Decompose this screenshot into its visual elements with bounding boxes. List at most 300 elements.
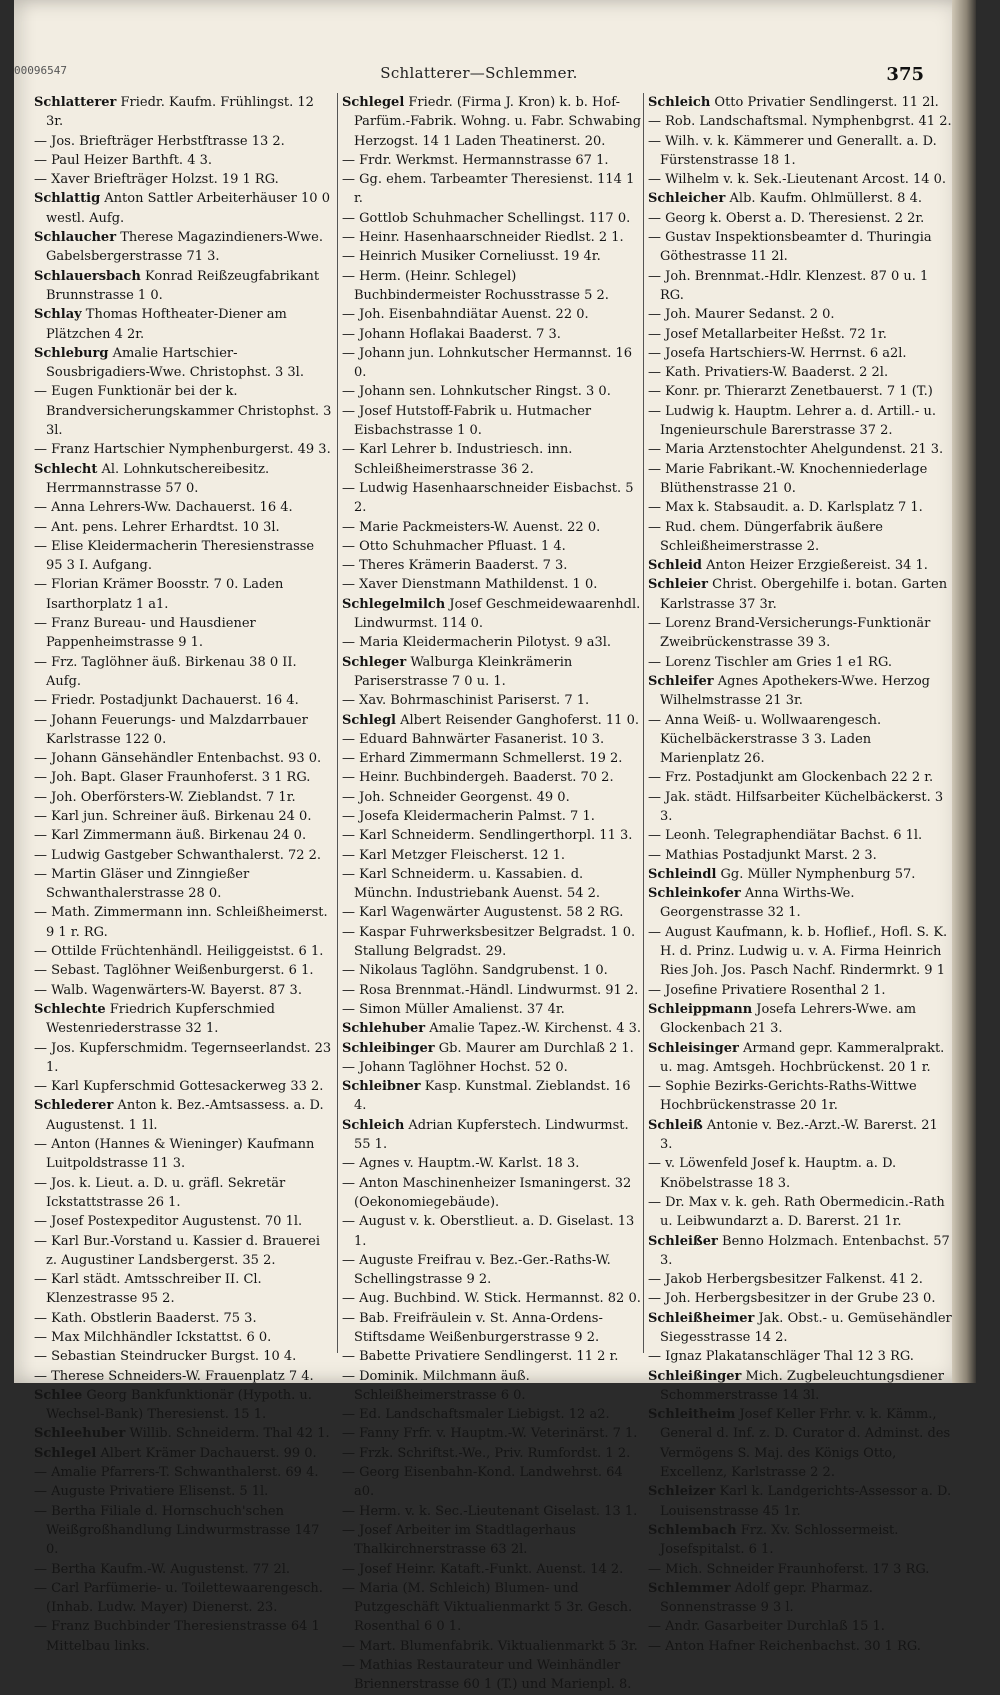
- directory-entry: [34, 1077, 334, 1096]
- entry-text: — Erhard Zimmermann Schmellerst. 19 2.: [342, 751, 623, 767]
- entry-text: Anna Wirths-We. Georgenstrasse 32 1.: [660, 886, 855, 921]
- directory-entry: [34, 151, 334, 170]
- directory-entry: [648, 826, 953, 845]
- surname-heading: Schleizer: [648, 1484, 716, 1500]
- entry-text: — Mich. Schneider Fraunhoferst. 17 3 RG.: [648, 1561, 930, 1577]
- directory-entry: [34, 865, 334, 904]
- directory-entry-surname: [34, 344, 334, 383]
- archive-mark: 00096547: [14, 64, 67, 77]
- surname-heading: Schleitheim: [648, 1407, 736, 1423]
- entry-text: — Eduard Bahnwärter Fasanerist. 10 3.: [342, 731, 605, 747]
- entry-text: — Dominik. Milchmann äuß. Schleißheimerstrasse 6 0.: [342, 1368, 530, 1403]
- directory-entry: [648, 768, 953, 787]
- surname-heading: Schleibner: [342, 1079, 421, 1095]
- directory-entry: [34, 1039, 334, 1078]
- directory-entry: [34, 170, 334, 189]
- surname-heading: Schleicher: [648, 191, 726, 207]
- directory-entry-surname: [648, 189, 953, 208]
- directory-entry-surname: [34, 93, 334, 132]
- entry-text: — Ludwig Hasenhaarschneider Eisbachst. 5 2.: [342, 480, 634, 516]
- entry-text: — Frz. Postadjunkt am Glockenbach 22 2 r.: [648, 770, 934, 786]
- directory-entry: [342, 1521, 642, 1560]
- surname-heading: Schleburg: [34, 345, 109, 361]
- directory-entry: [648, 846, 953, 865]
- directory-entry: [342, 1637, 642, 1656]
- entry-text: — Sebast. Taglöhner Weißenburgerst. 6 1.: [34, 963, 314, 979]
- directory-entry: [342, 575, 642, 594]
- entry-text: — Carl Parfümerie- u. Toilettewaarengesch. (Inhab. Ludw. Mayer) Dienerst. 23.: [34, 1580, 323, 1616]
- entry-text: — Joh. Maurer Sedanst. 2 0.: [648, 307, 835, 323]
- entry-text: — August Kaufmann, k. b. Hoflief., Hofl. S. K. H. d. Prinz. Ludwig u. v. A. Firma Heinrich Ries Joh. Jos. Pasch Nachf. Rindermrkt. 9 1: [648, 924, 948, 979]
- entry-text: — Karl Wagenwärter Augustenst. 58 2 RG.: [342, 905, 624, 921]
- directory-entry-surname: [648, 884, 953, 923]
- surname-heading: Schlechte: [34, 1001, 106, 1017]
- surname-heading: Schlegelmilch: [342, 596, 446, 612]
- entry-text: — Wilhelm v. k. Sek.-Lieutenant Arcost. 14 0.: [648, 172, 947, 188]
- entry-text: Christ. Obergehilfe i. botan. Garten Karlstrasse 37 3r.: [660, 577, 948, 612]
- directory-entry: [34, 498, 334, 517]
- directory-entry-surname: [648, 1232, 953, 1271]
- entry-text: — Max Milchhändler Ickstattst. 6 0.: [34, 1330, 272, 1345]
- entry-text: — Lorenz Tischler am Gries 1 e1 RG.: [648, 654, 893, 670]
- column-2: [342, 93, 642, 1693]
- entry-text: — Ludwig Gastgeber Schwanthalerst. 72 2.: [34, 847, 322, 863]
- entry-text: — Auguste Freifrau v. Bez.-Ger.-Raths-W. Schellingstrasse 9 2.: [342, 1252, 611, 1288]
- directory-entry: [648, 1077, 953, 1116]
- entry-text: — Eugen Funktionär bei der k. Brandversicherungskammer Christophst. 3 3l.: [34, 384, 332, 439]
- directory-entry: [342, 305, 642, 324]
- directory-entry-surname: [648, 672, 953, 711]
- directory-entry: [34, 1560, 334, 1579]
- entry-text: Amalie Tapez.-W. Kirchenst. 4 3.: [425, 1021, 642, 1037]
- directory-entry-surname: [342, 1077, 642, 1116]
- directory-entry: [648, 325, 953, 344]
- directory-entry: [648, 170, 953, 189]
- entry-text: — Mathias Postadjunkt Marst. 2 3.: [648, 847, 877, 863]
- entry-text: — Bertha Filiale d. Hornschuch'schen Weißgroßhandlung Lindwurmstrasse 147 0.: [34, 1503, 320, 1558]
- entry-text: — Anton (Hannes & Wieninger) Kaufmann Luitpoldstrasse 11 3.: [34, 1137, 315, 1172]
- directory-entry-surname: [34, 1386, 334, 1425]
- directory-entry: [34, 1328, 334, 1347]
- entry-text: — Marie Fabrikant.-W. Knochenniederlage Blüthenstrasse 21 0.: [648, 461, 928, 496]
- directory-entry-surname: [34, 267, 334, 306]
- directory-entry-surname: [34, 1424, 334, 1443]
- directory-entry: [34, 807, 334, 826]
- entry-text: Thomas Hoftheater-Diener am Plätzchen 4 2r.: [46, 307, 287, 342]
- column-1: [34, 93, 334, 1654]
- entry-text: Kasp. Kunstmal. Zieblandst. 16 4.: [354, 1079, 631, 1114]
- directory-entry: [342, 537, 642, 556]
- directory-entry: [648, 653, 953, 672]
- entry-text: — Karl jun. Schreiner äuß. Birkenau 24 0.: [34, 808, 312, 824]
- directory-entry-surname: [342, 1116, 642, 1155]
- entry-text: Anton k. Bez.-Amtsassess. a. D. Augustenst. 1 1l.: [46, 1098, 324, 1133]
- entry-text: — Rob. Landschaftsmal. Nymphenbgrst. 41 2.: [648, 114, 952, 130]
- entry-text: — Kaspar Fuhrwerksbesitzer Belgradst. 1 0. Stallung Belgradst. 29.: [342, 924, 636, 960]
- entry-text: Al. Lohnkutschereibesitz. Herrmannstrasse 57 0.: [46, 461, 270, 496]
- directory-entry-surname: [648, 575, 953, 614]
- surname-heading: Schlatterer: [34, 95, 117, 110]
- entry-text: Adolf gepr. Pharmaz. Sonnenstrasse 9 3 l.: [660, 1580, 873, 1616]
- directory-entry: [34, 518, 334, 537]
- entry-text: — Karl Lehrer b. Industriesch. inn. Schleißheimerstrasse 36 2.: [342, 442, 573, 477]
- directory-entry-surname: [342, 1019, 642, 1038]
- directory-entry: [34, 961, 334, 980]
- directory-entry: [34, 691, 334, 710]
- directory-entry: [648, 981, 953, 1000]
- entry-text: — Konr. pr. Thierarzt Zenetbauerst. 7 1 (T.): [648, 384, 933, 400]
- directory-entry: [34, 1367, 334, 1386]
- directory-entry-surname: [342, 1039, 642, 1058]
- page-edge-shadow: [952, 0, 976, 1383]
- entry-text: — Karl Schneiderm. Sendlingerthorpl. 11 3.: [342, 828, 633, 844]
- entry-text: — Theres Krämerin Baaderst. 7 3.: [342, 558, 568, 574]
- entry-text: Karl k. Landgerichts-Assessor a. D. Louisenstrasse 45 1r.: [660, 1484, 952, 1519]
- surname-heading: Schleißer: [648, 1233, 718, 1249]
- entry-text: — Josef Hutstoff-Fabrik u. Hutmacher Eisbachstrasse 1 0.: [342, 403, 592, 439]
- entry-text: Friedr. (Firma J. Kron) k. b. Hof-Parfüm.-Fabrik. Wohng. u. Fabr. Schwabing Herzogst. 14 1 Laden Theatinerst. 20.: [354, 95, 642, 149]
- entry-text: — Anna Weiß- u. Wollwaarengesch. Küchelbäckerstrasse 3 3. Laden Marienplatz 26.: [648, 712, 882, 767]
- entry-text: — Kath. Obstlerin Baaderst. 75 3.: [34, 1310, 257, 1326]
- directory-entry-surname: [34, 1444, 334, 1463]
- directory-entry: [648, 614, 953, 653]
- directory-entry: [342, 325, 642, 344]
- directory-entry-surname: [648, 1521, 953, 1560]
- directory-entry: [648, 402, 953, 441]
- entry-text: Benno Holzmach. Entenbachst. 57 3.: [660, 1233, 950, 1268]
- entry-text: — Agnes v. Hauptm.-W. Karlst. 18 3.: [342, 1156, 580, 1172]
- entry-text: — Georg k. Oberst a. D. Theresienst. 2 2r.: [648, 210, 925, 226]
- entry-text: Walburga Kleinkrämerin Pariserstrasse 7 0 u. 1.: [354, 654, 573, 689]
- directory-entry: [648, 382, 953, 401]
- entry-text: — Heinrich Musiker Corneliusst. 19 4r.: [342, 249, 601, 265]
- entry-text: Josef Keller Frhr. v. k. Kämm., General d. Inf. z. D. Curator d. Adminst. des Vermögens S. Maj. des Königs Otto, Excellenz, Karlstrasse 2 2.: [660, 1407, 951, 1481]
- directory-entry: [342, 151, 642, 170]
- entry-text: — Mathias Restaurateur und Weinhändler Briennerstrasse 60 1 (T.) und Marienpl. 8.: [342, 1658, 632, 1693]
- directory-entry: [342, 846, 642, 865]
- directory-entry-surname: [648, 865, 953, 884]
- entry-text: — Rud. chem. Düngerfabrik äußere Schleißheimerstrasse 2.: [648, 519, 883, 554]
- entry-text: — Rosa Brennmat.-Händl. Lindwurmst. 91 2.: [342, 982, 639, 998]
- directory-entry-surname: [34, 189, 334, 228]
- entry-text: — Karl Metzger Fleischerst. 12 1.: [342, 847, 566, 863]
- entry-text: Albert Reisender Ganghoferst. 11 0.: [396, 712, 639, 728]
- surname-heading: Schlattig: [34, 191, 101, 207]
- directory-entry: [342, 768, 642, 787]
- directory-entry: [342, 440, 642, 479]
- entry-text: — Xav. Bohrmaschinist Pariserst. 7 1.: [342, 693, 590, 709]
- directory-entry: [648, 228, 953, 267]
- entry-text: — Leonh. Telegraphendiätar Bachst. 6 1l.: [648, 828, 923, 844]
- directory-entry: [342, 228, 642, 247]
- entry-text: — Xaver Briefträger Holzst. 19 1 RG.: [34, 172, 279, 188]
- directory-entry: [648, 112, 953, 131]
- entry-text: — Herm. (Heinr. Schlegel) Buchbindermeister Rochusstrasse 5 2.: [342, 268, 609, 303]
- directory-entry: [34, 1579, 334, 1618]
- entry-text: — Johann Gänsehändler Entenbachst. 93 0.: [34, 751, 322, 767]
- entry-text: — August v. k. Oberstlieut. a. D. Giselast. 13 1.: [342, 1214, 635, 1249]
- entry-text: — Heinr. Hasenhaarschneider Riedlst. 2 1.: [342, 230, 624, 246]
- directory-entry: [34, 788, 334, 807]
- surname-heading: Schlehuber: [342, 1021, 426, 1037]
- directory-entry: [342, 807, 642, 826]
- directory-entry: [34, 614, 334, 653]
- directory-entry: [34, 942, 334, 961]
- directory-entry: [34, 382, 334, 440]
- directory-entry: [648, 132, 953, 171]
- directory-entry: [342, 209, 642, 228]
- directory-entry-surname: [342, 711, 642, 730]
- directory-entry: [648, 1617, 953, 1636]
- entry-text: — Joh. Bapt. Glaser Fraunhoferst. 3 1 RG.: [34, 770, 311, 786]
- directory-page: [14, 0, 976, 1693]
- surname-heading: Schlegl: [342, 712, 396, 728]
- entry-text: — Josef Postexpeditor Augustenst. 70 1l.: [34, 1214, 303, 1230]
- surname-heading: Schleinkofer: [648, 886, 741, 902]
- entry-text: Willib. Schneiderm. Thal 42 1.: [125, 1426, 330, 1442]
- directory-entry: [342, 479, 642, 518]
- directory-entry: [648, 363, 953, 382]
- entry-text: — Georg Eisenbahn-Kond. Landwehrst. 64 a0.: [342, 1465, 623, 1500]
- directory-entry: [342, 1560, 642, 1579]
- entry-text: — Joh. Schneider Georgenst. 49 0.: [342, 789, 570, 805]
- entry-text: — Xaver Dienstmann Mathildenst. 1 0.: [342, 577, 598, 593]
- directory-entry: [34, 1309, 334, 1328]
- directory-entry-surname: [648, 1405, 953, 1482]
- entry-text: — Johann jun. Lohnkutscher Hermannst. 16 0.: [342, 345, 633, 381]
- directory-entry: [34, 846, 334, 865]
- entry-text: Friedr. Kaufm. Frühlingst. 12 3r.: [46, 95, 314, 130]
- entry-text: — Josefa Kleidermacherin Palmst. 7 1.: [342, 808, 595, 824]
- surname-heading: Schleehuber: [34, 1426, 126, 1442]
- entry-text: — Andr. Gasarbeiter Durchlaß 15 1.: [648, 1619, 885, 1635]
- directory-entry-surname: [342, 653, 642, 692]
- entry-text: — Therese Schneiders-W. Frauenplatz 7 4.: [34, 1368, 314, 1384]
- entry-text: — Frzk. Schriftst.-We., Priv. Rumfordst. 1 2.: [342, 1445, 631, 1461]
- directory-entry: [648, 1347, 953, 1366]
- surname-heading: Schleisinger: [648, 1040, 739, 1056]
- directory-entry: [342, 981, 642, 1000]
- entry-text: — Jakob Herbergsbesitzer Falkenst. 41 2.: [648, 1272, 923, 1288]
- surname-heading: Schlecht: [34, 461, 98, 477]
- directory-entry: [34, 537, 334, 576]
- entry-text: — Kath. Privatiers-W. Baaderst. 2 2l.: [648, 365, 889, 381]
- directory-entry-surname: [34, 1000, 334, 1039]
- directory-entry: [342, 556, 642, 575]
- directory-entry: [34, 1135, 334, 1174]
- entry-text: — Simon Müller Amalienst. 37 4r.: [342, 1001, 565, 1017]
- directory-entry-surname: [648, 1116, 953, 1155]
- entry-text: Anton Heizer Erzgießereist. 34 1.: [702, 558, 928, 574]
- entry-text: — Heinr. Buchbindergeh. Baaderst. 70 2.: [342, 770, 614, 786]
- surname-heading: Schlederer: [34, 1098, 114, 1114]
- entry-text: Adrian Kupferstech. Lindwurmst. 55 1.: [354, 1117, 629, 1153]
- directory-entry: [34, 711, 334, 750]
- directory-entry: [648, 1154, 953, 1193]
- entry-text: — Frz. Taglöhner äuß. Birkenau 38 0 II. Aufg.: [34, 654, 297, 689]
- entry-text: — Otto Schuhmacher Pfluast. 1 4.: [342, 538, 566, 554]
- directory-entry-surname: [34, 460, 334, 499]
- entry-text: — Maria Kleidermacherin Pilotyst. 9 a3l.: [342, 635, 612, 651]
- directory-entry: [34, 1174, 334, 1213]
- entry-text: — Frdr. Werkmst. Hermannstrasse 67 1.: [342, 152, 609, 168]
- entry-text: — Karl Schneiderm. u. Kassabien. d. Münchn. Industriebank Auenst. 54 2.: [342, 866, 601, 902]
- entry-text: — Ant. pens. Lehrer Erhardtst. 10 3l.: [34, 519, 280, 535]
- entry-text: Agnes Apothekers-Wwe. Herzog Wilhelmstrasse 21 3r.: [660, 673, 930, 709]
- entry-text: — Franz Hartschier Nymphenburgerst. 49 3.: [34, 442, 331, 458]
- directory-entry: [342, 518, 642, 537]
- directory-entry: [342, 382, 642, 401]
- entry-text: — Karl städt. Amtsschreiber II. Cl. Klenzestrasse 95 2.: [34, 1272, 262, 1307]
- directory-entry: [34, 1212, 334, 1231]
- directory-entry-surname: [34, 305, 334, 344]
- entry-text: Josefa Lehrers-Wwe. am Glockenbach 21 3.: [660, 1001, 917, 1037]
- directory-entry-surname: [34, 1096, 334, 1135]
- directory-entry: [648, 1560, 953, 1579]
- directory-entry: [34, 1482, 334, 1501]
- directory-entry: [648, 518, 953, 557]
- entry-text: — Joh. Brennmat.-Hdlr. Klenzest. 87 0 u. 1 RG.: [648, 268, 929, 303]
- entry-text: — Johann Hoflakai Baaderst. 7 3.: [342, 326, 561, 342]
- directory-entry: [34, 826, 334, 845]
- surname-heading: Schlegel: [342, 95, 405, 110]
- directory-entry: [342, 903, 642, 922]
- running-head: Schlatterer—Schlemmer.: [380, 64, 578, 82]
- entry-text: Alb. Kaufm. Ohlmüllerst. 8 4.: [725, 191, 922, 207]
- entry-text: Friedrich Kupferschmied Westenriederstrasse 32 1.: [46, 1001, 275, 1037]
- directory-entry: [342, 402, 642, 441]
- directory-entry: [342, 1000, 642, 1019]
- page-header: [14, 64, 976, 88]
- directory-entry: [342, 1656, 642, 1695]
- directory-entry: [34, 575, 334, 614]
- entry-text: — Martin Gläser und Zinngießer Schwanthalerstrasse 28 0.: [34, 866, 250, 902]
- directory-entry: [342, 1309, 642, 1348]
- entry-text: Armand gepr. Kammeralprakt. u. mag. Amtsgeh. Hochbrückenst. 20 1 r.: [660, 1040, 945, 1075]
- entry-text: — Johann Taglöhner Hochst. 52 0.: [342, 1059, 568, 1075]
- surname-heading: Schleißheimer: [648, 1310, 755, 1326]
- directory-entry: [342, 1444, 642, 1463]
- directory-entry: [34, 1463, 334, 1482]
- entry-text: — Sophie Bezirks-Gerichts-Raths-Wittwe Hochbrückenstrasse 20 1r.: [648, 1079, 917, 1114]
- directory-entry: [34, 981, 334, 1000]
- surname-heading: Schlemmer: [648, 1580, 731, 1596]
- column-divider: [337, 93, 338, 1353]
- entry-text: Anton Sattler Arbeiterhäuser 10 0 westl. Aufg.: [46, 191, 330, 226]
- entry-text: — Joh. Eisenbahndiätar Auenst. 22 0.: [342, 307, 589, 323]
- directory-entry: [342, 267, 642, 306]
- directory-entry: [342, 1463, 642, 1502]
- entry-text: — Friedr. Postadjunkt Dachauerst. 16 4.: [34, 693, 299, 709]
- entry-text: — Karl Bur.-Vorstand u. Kassier d. Brauerei z. Augustiner Landsbergerst. 35 2.: [34, 1233, 320, 1268]
- entry-text: — Bertha Kaufm.-W. Augustenst. 77 2l.: [34, 1561, 291, 1577]
- entry-text: — Franz Buchbinder Theresienstrasse 64 1 Mittelbau links.: [34, 1619, 320, 1654]
- column-3: [648, 93, 953, 1654]
- directory-entry-surname: [648, 556, 953, 575]
- entry-text: — Johann Feuerungs- und Malzdarrbauer Karlstrasse 122 0.: [34, 712, 308, 747]
- directory-entry: [34, 768, 334, 787]
- entry-text: — Gg. ehem. Tarbeamter Theresienst. 114 1 r.: [342, 172, 635, 207]
- entry-text: — Anton Maschinenheizer Ismaningerst. 32 (Oekonomiegebäude).: [342, 1175, 632, 1210]
- entry-text: Frz. Xv. Schlossermeist. Josefspitalst. 6 1.: [660, 1522, 899, 1558]
- entry-text: — Wilh. v. k. Kämmerer und Generallt. a. D. Fürstenstrasse 18 1.: [648, 133, 937, 168]
- entry-text: — Fanny Frfr. v. Hauptm.-W. Veterinärst. 7 1.: [342, 1426, 638, 1442]
- entry-text: — Maria (M. Schleich) Blumen- und Putzgeschäft Viktualienmarkt 5 3r. Gesch. Rosenthal 6 0 1.: [342, 1580, 633, 1635]
- directory-entry: [342, 633, 642, 652]
- surname-heading: Schlembach: [648, 1522, 737, 1538]
- directory-entry: [648, 498, 953, 517]
- surname-heading: Schleich: [648, 95, 711, 110]
- entry-text: — Lorenz Brand-Versicherungs-Funktionär Zweibrückenstrasse 39 3.: [648, 616, 931, 651]
- directory-entry-surname: [648, 1000, 953, 1039]
- entry-text: Gg. Müller Nymphenburg 57.: [716, 866, 916, 882]
- surname-heading: Schleger: [342, 654, 407, 670]
- entry-text: — Math. Zimmermann inn. Schleißheimerst. 9 1 r. RG.: [34, 905, 328, 940]
- directory-entry: [342, 1424, 642, 1443]
- directory-entry: [34, 1347, 334, 1366]
- entry-text: — Ignaz Plakatanschläger Thal 12 3 RG.: [648, 1349, 914, 1365]
- surname-heading: Schlee: [34, 1387, 83, 1403]
- directory-entry: [342, 1579, 642, 1637]
- entry-text: — Marie Packmeisters-W. Auenst. 22 0.: [342, 519, 601, 535]
- surname-heading: Schleier: [648, 577, 709, 593]
- directory-entry-surname: [648, 1579, 953, 1618]
- surname-heading: Schlegel: [34, 1445, 97, 1461]
- entry-text: — Anton Hafner Reichenbachst. 30 1 RG.: [648, 1638, 921, 1654]
- entry-text: — Johann sen. Lohnkutscher Ringst. 3 0.: [342, 384, 611, 400]
- entry-text: — Florian Krämer Boosstr. 7 0. Laden Isarthorplatz 1 a1.: [34, 577, 284, 612]
- entry-text: — Sebastian Steindrucker Burgst. 10 4.: [34, 1349, 297, 1365]
- surname-heading: Schleifer: [648, 673, 714, 689]
- entry-text: — Josef Arbeiter im Stadtlagerhaus Thalkirchnerstrasse 63 2l.: [342, 1522, 576, 1558]
- directory-entry: [342, 1347, 642, 1366]
- entry-text: — Jos. Briefträger Herbstftrasse 13 2.: [34, 133, 285, 149]
- directory-entry: [648, 344, 953, 363]
- entry-text: — Walb. Wagenwärters-W. Bayerst. 87 3.: [34, 982, 302, 998]
- entry-text: — v. Löwenfeld Josef k. Hauptm. a. D. Knöbelstrasse 18 3.: [648, 1156, 897, 1191]
- entry-text: — Nikolaus Taglöhn. Sandgrubenst. 1 0.: [342, 963, 608, 979]
- entry-text: — Bab. Freifräulein v. St. Anna-Ordens-Stiftsdame Weißenburgerstrasse 9 2.: [342, 1310, 603, 1345]
- entry-text: Therese Magazindieners-Wwe. Gabelsbergerstrasse 71 3.: [46, 230, 323, 265]
- directory-entry: [342, 1502, 642, 1521]
- entry-text: Josef Geschmeidewaarenhdl. Lindwurmst. 114 0.: [354, 596, 641, 632]
- directory-entry: [34, 749, 334, 768]
- directory-entry-surname: [342, 595, 642, 634]
- entry-text: — Franz Bureau- und Hausdiener Pappenheimstrasse 9 1.: [34, 616, 256, 651]
- directory-entry-surname: [648, 1039, 953, 1078]
- entry-text: — Ottilde Früchtenhändl. Heiliggeistst. 6 1.: [34, 944, 324, 960]
- surname-heading: Schleippmann: [648, 1001, 753, 1017]
- directory-entry: [342, 1367, 642, 1406]
- directory-entry: [648, 305, 953, 324]
- directory-entry: [648, 1289, 953, 1308]
- entry-text: Otto Privatier Sendlingerst. 11 2l.: [710, 95, 939, 110]
- directory-entry: [648, 1637, 953, 1656]
- directory-entry-surname: [648, 1367, 953, 1406]
- directory-entry: [342, 788, 642, 807]
- directory-entry: [342, 691, 642, 710]
- directory-entry: [648, 788, 953, 827]
- column-divider: [643, 93, 644, 1353]
- entry-text: — Gottlob Schuhmacher Schellingst. 117 0.: [342, 210, 631, 226]
- directory-entry: [34, 132, 334, 151]
- surname-heading: Schleid: [648, 558, 702, 574]
- directory-entry: [342, 923, 642, 962]
- entry-text: — Josef Metallarbeiter Heßst. 72 1r.: [648, 326, 887, 342]
- entry-text: — Joh. Herbergsbesitzer in der Grube 23 0.: [648, 1291, 936, 1307]
- entry-text: Gb. Maurer am Durchlaß 2 1.: [434, 1040, 634, 1056]
- entry-text: — Babette Privatiere Sendlingerst. 11 2 r.: [342, 1349, 619, 1365]
